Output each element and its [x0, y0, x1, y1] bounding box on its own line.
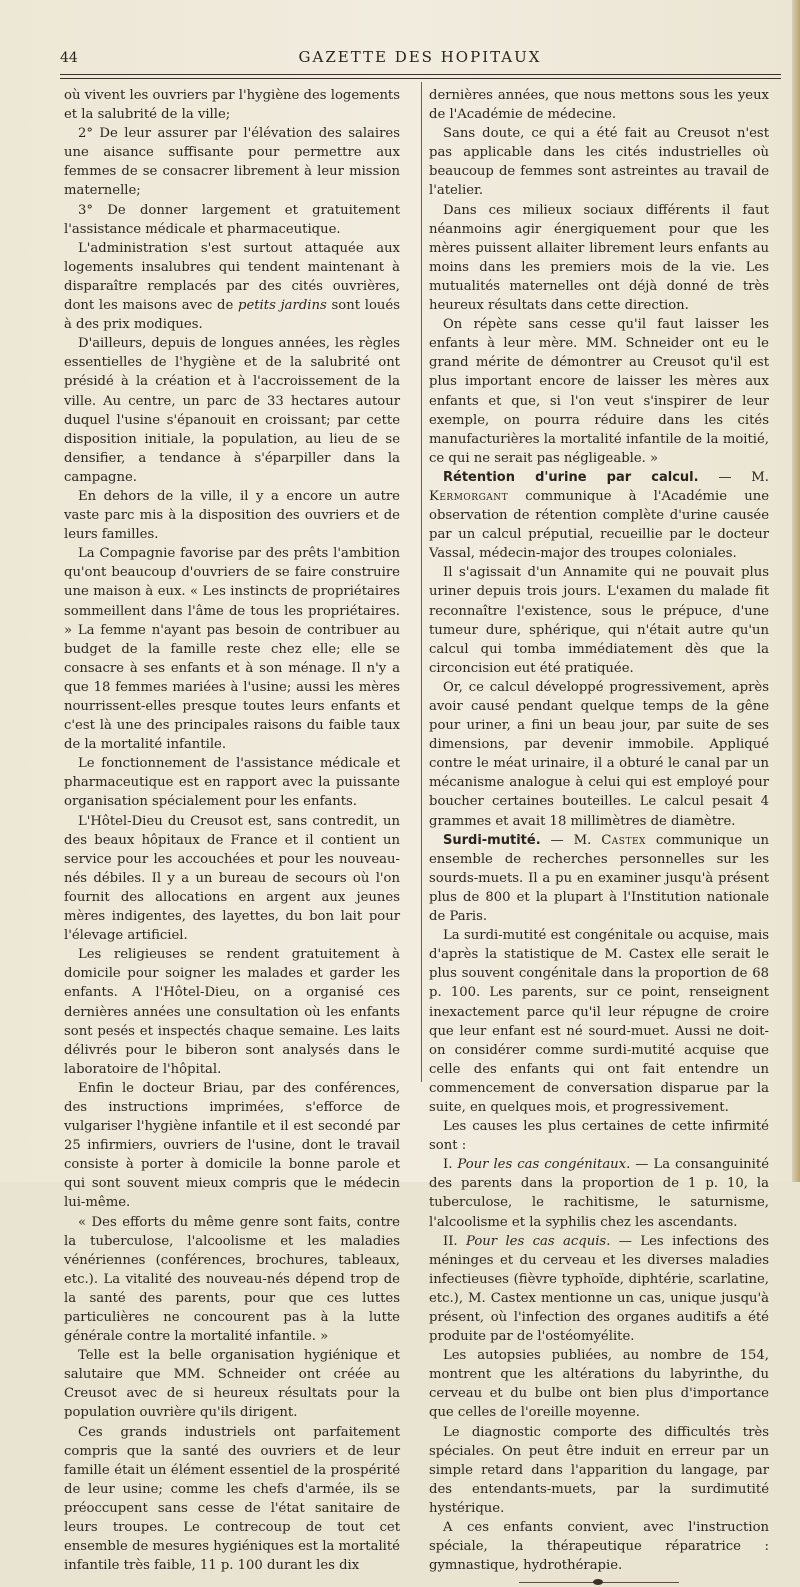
- paragraph-text: dernières années, que nous mettons sous les yeux de l'Académie de médecine.: [429, 88, 769, 123]
- paragraph-text: Le fonctionnement de l'assistance médicale et pharmaceutique est en rapport avec la puissante organisation spécialement pour les enfants.: [64, 756, 400, 810]
- paragraph: [429, 1518, 769, 1575]
- paragraph: [64, 1079, 400, 1213]
- paragraph-text: où vivent les ouvriers par l'hygiène des logements et la salubrité de la ville;: [64, 88, 401, 123]
- paragraph-text: « Des efforts du même genre sont faits, contre la tuberculose, l'alcoolisme et les maladies vénériennes (conférences, brochures, tableaux, etc.). La vitalité des nouveau-nés dépend trop de la santé des parents, pour que ces luttes particulières ne concourent pas à la lutte générale contre la mortalité infantile. »: [64, 1214, 400, 1345]
- emphasis-text: petits jardins: [233, 298, 327, 314]
- page-header: [60, 44, 780, 68]
- paragraph-text: Ces grands industriels ont parfaitement compris que la santé des ouvriers et de leur famille était un élément essentiel de la prospérité de leur usine; comme les chefs d'armée, ils se préoccupent sans cesse de l'état sanitaire de leurs troupes. Le contrecoup de tout cet ensemble de mesures hygiéniques est la mortalité infantile très faible, 11 p. 100 durant les dix: [64, 1424, 400, 1574]
- section-heading: Rétention d'urine par calcul.: [443, 469, 699, 485]
- paragraph-text: La surdi-mutité est congénitale ou acquise, mais d'après la statistique de M. Castex elle serait le plus souvent congénitale dans la proportion de 68 p. 100. Les parents, sur ce point, renseignent inexactement parce qu'il leur répugne de croire que leur enfant est né sourd-muet. Aussi ne doit-on considérer comme surdi-mutité acquise que celle des enfants qui ont fait entendre un commencement de conversation disparue par la suite, en quelques mois, et progressivement.: [429, 928, 769, 1115]
- left-column: [64, 86, 400, 1575]
- paragraph-text: Telle est la belle organisation hygiénique et salutaire que MM. Schneider ont créée au Creusot avec de si heureux résultats pour la population ouvrière qu'ils dirigent.: [64, 1348, 400, 1421]
- paragraph: [429, 124, 769, 200]
- paragraph: [64, 487, 400, 544]
- paragraph-text: Il s'agissait d'un Annamite qui ne pouvait plus uriner depuis trois jours. L'examen du malade fit reconnaître l'existence, sous le prépuce, d'une tumeur dure, sphérique, qui n'était autre qu'un calcul qui tomba immédiatement dès que la circoncision eut été pratiquée.: [429, 565, 769, 676]
- author-name: Kermorgant: [429, 488, 509, 504]
- paragraph-text: 2° De leur assurer par l'élévation des salaires une aisance suffisante pour permettre aux femmes de se consacrer librement à leur mission maternelle;: [64, 126, 400, 199]
- paragraph-text: L'Hôtel-Dieu du Creusot est, sans contredit, un des beaux hôpitaux de France et il contient un service pour les accouchées et pour les nouveau-nés débiles. Il y a un bureau de secours où l'on fournit des allocations en argent aux jeunes mères indigentes, des layettes, du bon lait pour l'élevage artificiel.: [64, 813, 400, 944]
- emphasis-text: Pour les cas congénitaux.: [457, 1157, 631, 1173]
- paragraph-text: A ces enfants convient, avec l'instruction spéciale, la thérapeutique réparatrice : gymnastique, hydrothérapie.: [429, 1520, 769, 1574]
- section-heading: Surdi-mutité.: [443, 832, 541, 848]
- paragraph-text: Dans ces milieux sociaux différents il faut néanmoins agir énergiquement pour que les mères puissent allaiter librement leurs enfants au moins dans les premiers mois de la vie. Les mutualités maternelles ont déjà donné de très heureux résultats dans cette direction.: [429, 202, 769, 314]
- paragraph-text: II.: [443, 1233, 466, 1249]
- paragraph-text: Les causes les plus certaines de cette infirmité sont :: [429, 1119, 769, 1154]
- paragraph: [64, 812, 400, 946]
- header-rule-bottom: [60, 78, 781, 79]
- paragraph-text: I.: [443, 1157, 458, 1173]
- paragraph: [64, 86, 400, 124]
- paragraph-text-continued: sont loués à des prix modiques.: [64, 298, 401, 333]
- paragraph-text: Les religieuses se rendent gratuitement à domicile pour soigner les malades et garder les enfants. A l'Hôtel-Dieu, on a organisé ces dernières années une consultation où les enfants sont pesés et inspectés chaque semaine. Les laits délivrés pour le biberon sont analysés dans le laboratoire de l'hôpital.: [64, 947, 400, 1077]
- emphasis-text: Pour les cas acquis.: [466, 1233, 611, 1249]
- paragraph: [429, 1232, 769, 1347]
- paragraph: [64, 1346, 400, 1422]
- paragraph: [64, 754, 400, 811]
- paragraph-text: Le diagnostic comporte des difficultés très spéciales. On peut être induit en erreur par un simple retard dans l'apparition du langage, par des entendants-muets, par la surdimutité hystérique.: [429, 1424, 769, 1516]
- paragraph: [429, 1423, 769, 1518]
- paragraph: [429, 1346, 769, 1422]
- ornament-dot: [593, 1579, 603, 1585]
- paragraph: [429, 926, 769, 1117]
- paragraph-text-continued: — La consanguinité des parents dans la proportion de 1 p. 10, la tuberculose, le rachitisme, le saturnisme, l'alcoolisme et la syphilis chez les ascendants.: [429, 1157, 769, 1230]
- header-rule-top: [60, 74, 781, 75]
- paragraph-text: — M.: [698, 469, 769, 485]
- paragraph: [429, 563, 769, 678]
- page-number: 44: [60, 50, 78, 66]
- end-ornament: [429, 1577, 769, 1587]
- paragraph-text: La Compagnie favorise par des prêts l'ambition qu'ont beaucoup d'ouvriers de se faire construire une maison à eux. « Les instincts de propriétaires sommeillent dans l'âme de tous les propriétaires. » La femme n'ayant pas besoin de contribuer au budget de la famille reste chez elle; elle se consacre à ses enfants et à son ménage. Il n'y a que 18 femmes mariées à l'usine; aussi les mères nourrissent-elles presque toutes leurs enfants et c'est là une des principales raisons du faible taux de la mortalité infantile.: [64, 546, 400, 753]
- paragraph-text-continued: communique un ensemble de recherches personnelles sur les sourds-muets. Il a pu en examiner jusqu'à présent plus de 800 et la plupart à l'Institution nationale de Paris.: [429, 832, 769, 925]
- paragraph: [64, 334, 400, 487]
- paragraph: [429, 315, 769, 468]
- paragraph: [429, 831, 769, 926]
- paragraph-text: — M.: [540, 832, 602, 848]
- paragraph: [429, 201, 769, 316]
- right-column: [429, 86, 769, 1587]
- paragraph: [64, 124, 400, 200]
- paragraph: [64, 945, 400, 1079]
- paragraph-text: L'administration s'est surtout attaquée aux logements insalubres qui tendent maintenant à disparaître remplacés par des cités ouvrières, dont les maisons avec de: [64, 240, 400, 314]
- journal-title: GAZETTE DES HOPITAUX: [298, 48, 542, 66]
- paragraph: [64, 1213, 400, 1347]
- paragraph: [429, 1117, 769, 1155]
- paragraph-text: D'ailleurs, depuis de longues années, les règles essentielles de l'hygiène et de la salubrité ont présidé à la création et à l'accroissement de la ville. Au centre, un parc de 33 hectares autour duquel l'usine s'épanouit en croissant; par cette disposition initiale, la population, au lieu de se densifier, a tendance à s'éparpiller dans la campagne.: [64, 336, 400, 485]
- paragraph-text: Sans doute, ce qui a été fait au Creusot n'est pas applicable dans les cités industrielles où beaucoup de femmes sont astreintes au travail de l'atelier.: [429, 126, 769, 199]
- column-divider: [421, 82, 422, 1082]
- paragraph: [64, 201, 400, 239]
- page-edge: [792, 0, 800, 1182]
- paragraph-text: Enfin le docteur Briau, par des conférences, des instructions imprimées, s'efforce de vulgariser l'hygiène infantile et il est secondé par 25 infirmiers, ouvriers de l'usine, dont le travail consiste à porter à domicile la bonne parole et qui sont souvent mieux compris que le médecin lui-même.: [64, 1080, 400, 1211]
- author-name: Castex: [601, 832, 646, 848]
- paragraph: [429, 86, 769, 124]
- paragraph-text-continued: communique à l'Académie une observation de rétention complète d'urine causée par un calcul préputial, recueillie par le docteur Vassal, médecin-major des troupes coloniales.: [429, 488, 769, 562]
- paragraph-text: En dehors de la ville, il y a encore un autre vaste parc mis à la disposition des ouvriers et de leurs familles.: [64, 488, 400, 543]
- paragraph: [64, 239, 400, 334]
- paragraph: [429, 468, 769, 563]
- paragraph-text-continued: — Les infections des méninges et du cerveau et les diverses maladies infectieuses (fièvre typhoïde, diphtérie, scarlatine, etc.), M. Castex mentionne un cas, unique jusqu'à présent, où l'infection des organes auditifs a été produite par de l'ostéomyélite.: [429, 1233, 769, 1345]
- paragraph-text: On répète sans cesse qu'il faut laisser les enfants à leur mère. MM. Schneider ont eu le grand mérite de démontrer au Creusot qu'il est plus important encore de laisser les mères aux enfants et que, si l'on veut s'inspirer de leur exemple, on pourra réduire dans les cités manufacturières la mortalité infantile de la moitié, ce qui ne serait pas négligeable. »: [429, 317, 769, 466]
- paragraph: [64, 1423, 400, 1576]
- paragraph: [429, 678, 769, 831]
- paragraph-text: 3° De donner largement et gratuitement l'assistance médicale et pharmaceutique.: [64, 202, 400, 237]
- paragraph-text: Les autopsies publiées, au nombre de 154, montrent que les altérations du labyrinthe, du cerveau et du bulbe ont bien plus d'importance que celles de l'oreille moyenne.: [429, 1348, 769, 1421]
- paragraph-text: Or, ce calcul développé progressivement, après avoir causé pendant quelque temps de la gêne pour uriner, a fini un beau jour, par suite de ses dimensions, par devenir immobile. Appliqué contre le méat urinaire, il a obturé le canal par un mécanisme analogue à celui qui est employé pour boucher certaines bouteilles. Le calcul pesait 4 grammes et avait 18 millimètres de diamètre.: [429, 679, 769, 829]
- paragraph: [429, 1155, 769, 1231]
- paragraph: [64, 544, 400, 754]
